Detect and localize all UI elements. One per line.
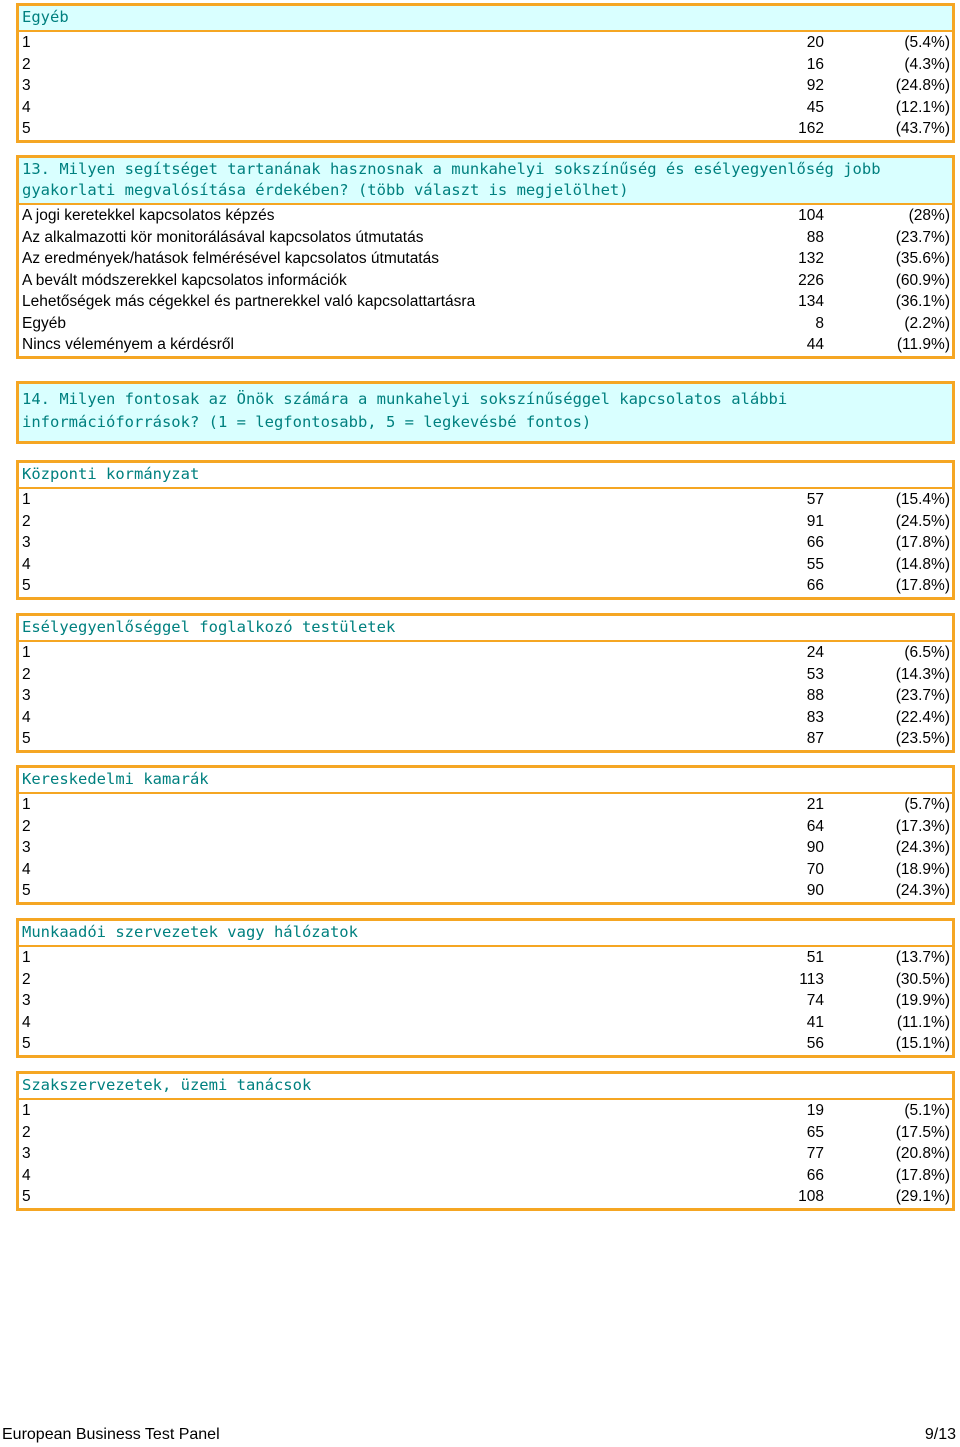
table-row (19, 32, 952, 54)
row-percent: (11.9%) (896, 336, 950, 353)
source-group-title: Munkaadói szervezetek vagy hálózatok (19, 921, 952, 947)
table-row (19, 1012, 952, 1034)
row-count: 16 (806, 55, 824, 73)
table-row (19, 1143, 952, 1165)
row-percent: (14.8%) (895, 555, 950, 573)
row-count: 87 (806, 730, 824, 747)
row-percent: (5.4%) (904, 34, 950, 51)
table-row (19, 837, 952, 859)
row-count: 8 (815, 314, 824, 332)
table-row (19, 816, 952, 838)
row-count: 83 (806, 708, 824, 726)
table-row (19, 532, 952, 554)
row-label: A jogi keretekkel kapcsolatos képzés (22, 207, 275, 224)
table-row (19, 489, 952, 511)
table-row (19, 859, 952, 881)
row-percent: (5.7%) (904, 796, 950, 813)
row-percent: (13.7%) (895, 949, 950, 966)
source-group-rows (19, 947, 952, 1055)
table-row (19, 291, 952, 313)
table-row (19, 969, 952, 991)
row-label: 4 (22, 860, 31, 878)
source-group-block (16, 460, 955, 600)
table-row (19, 685, 952, 707)
table-row (19, 248, 952, 270)
row-label: 4 (22, 1166, 31, 1184)
source-group-title: Kereskedelmi kamarák (19, 768, 952, 794)
row-percent: (24.5%) (895, 512, 950, 530)
source-group-rows (19, 489, 952, 597)
row-percent: (24.3%) (895, 839, 950, 856)
question-14-block (16, 381, 955, 444)
table-row (19, 118, 952, 140)
row-count: 21 (806, 796, 824, 813)
row-count: 90 (806, 882, 824, 899)
table-row (19, 575, 952, 597)
source-group-title: Szakszervezetek, üzemi tanácsok (19, 1074, 952, 1100)
row-label: 2 (22, 55, 31, 73)
row-percent: (28%) (908, 207, 950, 224)
table-row (19, 334, 952, 356)
row-label: 2 (22, 665, 31, 683)
row-label: 2 (22, 970, 31, 988)
row-percent: (12.1%) (895, 98, 950, 116)
page-number: 9/13 (924, 1426, 956, 1443)
row-percent: (15.1%) (895, 1035, 950, 1052)
row-percent: (23.7%) (895, 687, 950, 704)
row-percent: (17.8%) (895, 1166, 950, 1184)
row-count: 134 (798, 293, 824, 310)
row-percent: (24.8%) (895, 77, 950, 94)
row-count: 65 (806, 1123, 824, 1141)
source-group-title: Esélyegyenlőséggel foglalkozó testületek (19, 616, 952, 642)
source-group-block (16, 1071, 955, 1211)
row-percent: (22.4%) (895, 708, 950, 726)
row-count: 90 (806, 839, 824, 856)
row-percent: (17.3%) (895, 817, 950, 835)
row-count: 66 (806, 577, 824, 594)
row-label: 5 (22, 730, 31, 747)
row-count: 51 (806, 949, 824, 966)
row-percent: (11.1%) (896, 1013, 950, 1031)
row-label: 3 (22, 534, 31, 551)
row-percent: (17.8%) (895, 534, 950, 551)
table-row (19, 270, 952, 292)
row-count: 74 (806, 992, 824, 1009)
row-count: 44 (806, 336, 824, 353)
source-group-rows (19, 794, 952, 902)
row-percent: (60.9%) (895, 271, 950, 289)
table-row (19, 313, 952, 335)
question-13-block (16, 155, 955, 359)
row-count: 91 (806, 512, 824, 530)
row-percent: (23.5%) (895, 730, 950, 747)
row-count: 66 (806, 1166, 824, 1184)
table-row (19, 1100, 952, 1122)
row-label: 1 (22, 644, 31, 661)
row-label: A bevált módszerekkel kapcsolatos információk (22, 271, 347, 289)
question-13-text: 13. Milyen segítséget tartanának hasznosnak a munkahelyi sokszínűség és esélyegyenlőség jobb gyakorlati megvalósítása érdekében? (22, 160, 881, 199)
source-group-rows (19, 642, 952, 750)
question-14-note: (1 = legfontosabb, 5 = legkevésbé fontos) (199, 413, 592, 431)
row-percent: (30.5%) (895, 970, 950, 988)
source-group-block (16, 613, 955, 753)
row-percent: (29.1%) (895, 1188, 950, 1205)
row-count: 70 (806, 860, 824, 878)
row-percent: (36.1%) (895, 293, 950, 310)
row-count: 113 (799, 970, 824, 988)
row-count: 162 (798, 120, 824, 137)
table-row (19, 947, 952, 969)
table-row (19, 1122, 952, 1144)
question-14-text: 14. Milyen fontosak az Önök számára a munkahelyi sokszínűséggel kapcsolatos alábbi információforrások? (22, 390, 788, 431)
egyeb-title: Egyéb (19, 6, 952, 32)
question-13-note: (több választ is megjelölhet) (348, 181, 629, 199)
table-row (19, 1186, 952, 1208)
row-label: 5 (22, 120, 31, 137)
question-13-rows (19, 205, 952, 356)
row-label: 1 (22, 949, 31, 966)
row-count: 45 (806, 98, 824, 116)
row-count: 66 (806, 534, 824, 551)
table-row (19, 1033, 952, 1055)
row-count: 108 (798, 1188, 824, 1205)
egyeb-rows (19, 32, 952, 140)
row-label: Az alkalmazotti kör monitorálásával kapcsolatos útmutatás (22, 228, 424, 246)
row-count: 92 (806, 77, 824, 94)
table-row (19, 97, 952, 119)
row-count: 88 (806, 687, 824, 704)
row-label: 3 (22, 1145, 31, 1162)
table-row (19, 728, 952, 750)
row-label: 4 (22, 708, 31, 726)
question-14-title (19, 384, 952, 441)
row-count: 24 (806, 644, 824, 661)
table-row (19, 664, 952, 686)
row-label: 3 (22, 687, 31, 704)
row-label: 4 (22, 1013, 31, 1031)
row-count: 64 (806, 817, 824, 835)
row-label: Nincs véleményem a kérdésről (22, 336, 234, 353)
row-label: 1 (22, 491, 31, 508)
row-count: 55 (806, 555, 824, 573)
row-label: 2 (22, 1123, 31, 1141)
row-count: 56 (806, 1035, 824, 1052)
source-group-rows (19, 1100, 952, 1208)
row-percent: (43.7%) (895, 120, 950, 137)
row-label: 3 (22, 992, 31, 1009)
row-label: 5 (22, 1035, 31, 1052)
row-label: 2 (22, 512, 31, 530)
row-count: 19 (806, 1102, 824, 1119)
footer-title: European Business Test Panel (2, 1426, 220, 1443)
row-label: 4 (22, 555, 31, 573)
table-row (19, 54, 952, 76)
row-label: 3 (22, 839, 31, 856)
row-count: 88 (806, 228, 824, 246)
row-count: 104 (798, 207, 824, 224)
row-label: 1 (22, 34, 31, 51)
row-percent: (17.5%) (895, 1123, 950, 1141)
row-percent: (24.3%) (895, 882, 950, 899)
row-count: 77 (806, 1145, 824, 1162)
question-13-title (19, 158, 952, 205)
table-row (19, 227, 952, 249)
table-row (19, 1165, 952, 1187)
table-row (19, 205, 952, 227)
table-row (19, 642, 952, 664)
source-group-block (16, 918, 955, 1058)
row-percent: (15.4%) (895, 491, 950, 508)
row-count: 41 (806, 1013, 824, 1031)
table-row (19, 511, 952, 533)
row-count: 226 (798, 271, 824, 289)
row-count: 57 (806, 491, 824, 508)
row-count: 53 (806, 665, 824, 683)
row-label: 5 (22, 882, 31, 899)
row-label: Lehetőségek más cégekkel és partnerekkel való kapcsolattartásra (22, 293, 476, 310)
table-row (19, 794, 952, 816)
row-percent: (23.7%) (895, 228, 950, 246)
row-percent: (19.9%) (895, 992, 950, 1009)
row-label: 4 (22, 98, 31, 116)
row-label: 1 (22, 796, 31, 813)
row-percent: (35.6%) (895, 250, 950, 267)
row-label: 2 (22, 817, 31, 835)
row-label: 1 (22, 1102, 31, 1119)
row-label: 5 (22, 1188, 31, 1205)
table-row (19, 554, 952, 576)
row-percent: (14.3%) (895, 665, 950, 683)
row-label: 5 (22, 577, 31, 594)
source-group-block (16, 765, 955, 905)
row-percent: (5.1%) (904, 1102, 950, 1119)
table-row (19, 880, 952, 902)
source-group-title: Központi kormányzat (19, 463, 952, 489)
page-footer (0, 1424, 960, 1446)
table-row (19, 707, 952, 729)
table-row (19, 990, 952, 1012)
row-percent: (6.5%) (904, 644, 950, 661)
egyeb-block (16, 3, 955, 143)
row-label: Egyéb (22, 314, 66, 332)
row-count: 132 (798, 250, 824, 267)
table-row (19, 75, 952, 97)
row-percent: (4.3%) (904, 55, 950, 73)
row-label: Az eredmények/hatások felmérésével kapcsolatos útmutatás (22, 250, 439, 267)
row-percent: (18.9%) (895, 860, 950, 878)
row-percent: (2.2%) (904, 314, 950, 332)
row-percent: (17.8%) (895, 577, 950, 594)
row-label: 3 (22, 77, 31, 94)
row-count: 20 (806, 34, 824, 51)
row-percent: (20.8%) (895, 1145, 950, 1162)
